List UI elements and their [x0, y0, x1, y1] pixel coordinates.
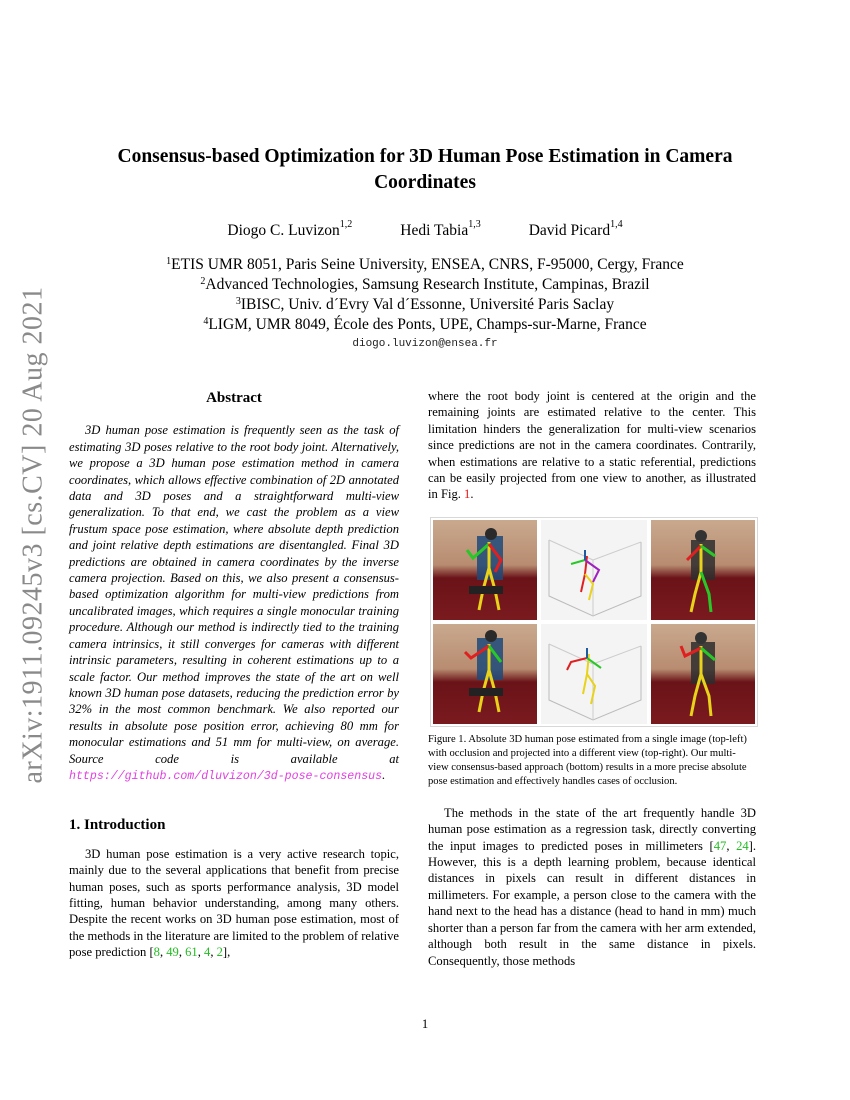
figure-1 — [430, 517, 758, 727]
affiliation: $^1$ETIS UMR 8051, Paris Seine University, ENSEA, CNRS, F-95000, Cergy, France — [166, 256, 684, 273]
body-paragraph: where the root body joint is centered at the origin and the remaining joints are estimated relative to the center. This limitation hinders the generalization for multi-view scenarios since predictions are not in the camera coordinates. Contrarily, when estimations are relative to a static referential, predictions can be easily projected from one view to another, as illustrated in Fig. 1. — [428, 389, 756, 502]
arxiv-stamp: arXiv:1911.09245v3 [cs.CV] 20 Aug 2021 — [18, 286, 50, 784]
affiliation: $^4$LIGM, UMR 8049, École des Ponts, UPE, Champs-sur-Marne, France — [203, 316, 647, 333]
pose-overlay — [651, 520, 755, 620]
pose-overlay — [433, 624, 537, 724]
pose-overlay — [651, 624, 755, 724]
3d-axes-plot — [541, 624, 647, 724]
source-code-link[interactable]: https://github.com/dluvizon/3d-pose-consensus — [69, 769, 383, 783]
abstract-heading: Abstract — [206, 390, 262, 406]
arxiv-stamp-container — [14, 286, 54, 784]
author-list — [80, 219, 770, 240]
projected-image-bottom-right — [651, 624, 755, 724]
body-paragraph: The methods in the state of the art frequently handle 3D human pose estimation as a regression task, directly converting the input images to predicted poses in millimeters [47, 24]. However, this is a depth learning problem, because identical distances in pixels can result in different distances in millimeters. For example, a person close to the camera with the hand next to the head has a distance (head to hand in mm) much shorter than a person far from the camera with her arm extended, although both result in the same distance in pixels. Consequently, those methods — [428, 805, 756, 968]
page-number: 1 — [421, 1017, 429, 1031]
citation-link[interactable]: 49 — [166, 945, 179, 960]
input-image-bottom-left — [433, 624, 537, 724]
left-column — [69, 390, 399, 961]
citation-link[interactable]: 24 — [736, 838, 749, 853]
3d-axes-plot — [541, 520, 647, 620]
abstract-text: 3D human pose estimation is frequently seen as the task of estimating 3D poses relative to the root body joint. Alternatively, we propose a 3D human pose estimation method in camera coordinates, which allows effective combination of 2D annotated data and 3D poses and a straightforward multi-view generalization. To that end, we cast the problem as a view frustum space pose estimation, where absolute depth prediction and joint relative depth estimations are disentangled. Final 3D predictions are obtained in camera coordinates by the inverse camera projection. Based on this, we also present a consensus-based optimization algorithm for multi-view predictions from uncalibrated images, which requires a single monocular training procedure. Although our method is indirectly tied to the training camera intrinsics, it still converges for cameras with different intrinsic parameters, resulting in coherent estimations up to a scale factor. Our method improves the state of the art on well known 3D human pose datasets, reducing the prediction error by 32% in the most common benchmark. We also reported our results in absolute pose position error, achieving 80 mm for monocular estimations and 51 mm for multi-view, on average. Source code is available at https://github.com/dluvizon/3d-pose-consensus. — [69, 423, 399, 783]
figure-caption: Figure 1. Absolute 3D human pose estimated from a single image (top-left) with occlusion and projected into a different view (top-right). Our multi-view consensus-based approach (bottom) results in a more precise absolute pose estimation and effectively handles cases of occlusion. — [428, 733, 747, 787]
citation-link[interactable]: 8 — [153, 945, 160, 960]
paper-title: Consensus-based Optimization for 3D Human Pose Estimation in Camera Coordinates — [117, 146, 733, 193]
introduction-text: 3D human pose estimation is a very active research topic, mainly due to the several applications that benefit from precise human poses, such as sports performance analysis, 3D model fitting, human behavior understanding, among many others. Despite the recent works on 3D human pose estimation, most of the methods in the literature are limited to the problem of relative pose prediction [8, 49, 61, 4, 2], — [69, 846, 399, 960]
input-image-top-left — [433, 520, 537, 620]
figure-reference-link[interactable]: 1 — [464, 487, 471, 502]
author: David Picard$^{1,4}$ — [528, 219, 623, 239]
3d-plot-top — [541, 520, 647, 620]
citation-link[interactable]: 61 — [185, 945, 198, 960]
author: Diogo C. Luvizon$^{1,2}$ — [227, 219, 353, 239]
author-email: diogo.luvizon@ensea.fr — [352, 338, 498, 350]
pose-overlay — [433, 520, 537, 620]
citation-link[interactable]: 47 — [713, 838, 727, 853]
affiliation: $^3$IBISC, Univ. d´Evry Val d´Essonne, Université Paris Saclay — [235, 296, 615, 313]
right-column — [428, 388, 756, 969]
3d-plot-bottom — [541, 624, 647, 724]
citation-link[interactable]: 4 — [204, 945, 211, 960]
affiliation: $^2$Advanced Technologies, Samsung Research Institute, Campinas, Brazil — [200, 276, 650, 293]
citation-link[interactable]: 2 — [216, 945, 223, 960]
projected-image-top-right — [651, 520, 755, 620]
affiliations — [80, 255, 770, 335]
author: Hedi Tabia$^{1,3}$ — [400, 219, 481, 239]
introduction-heading: 1. Introduction — [69, 817, 166, 834]
